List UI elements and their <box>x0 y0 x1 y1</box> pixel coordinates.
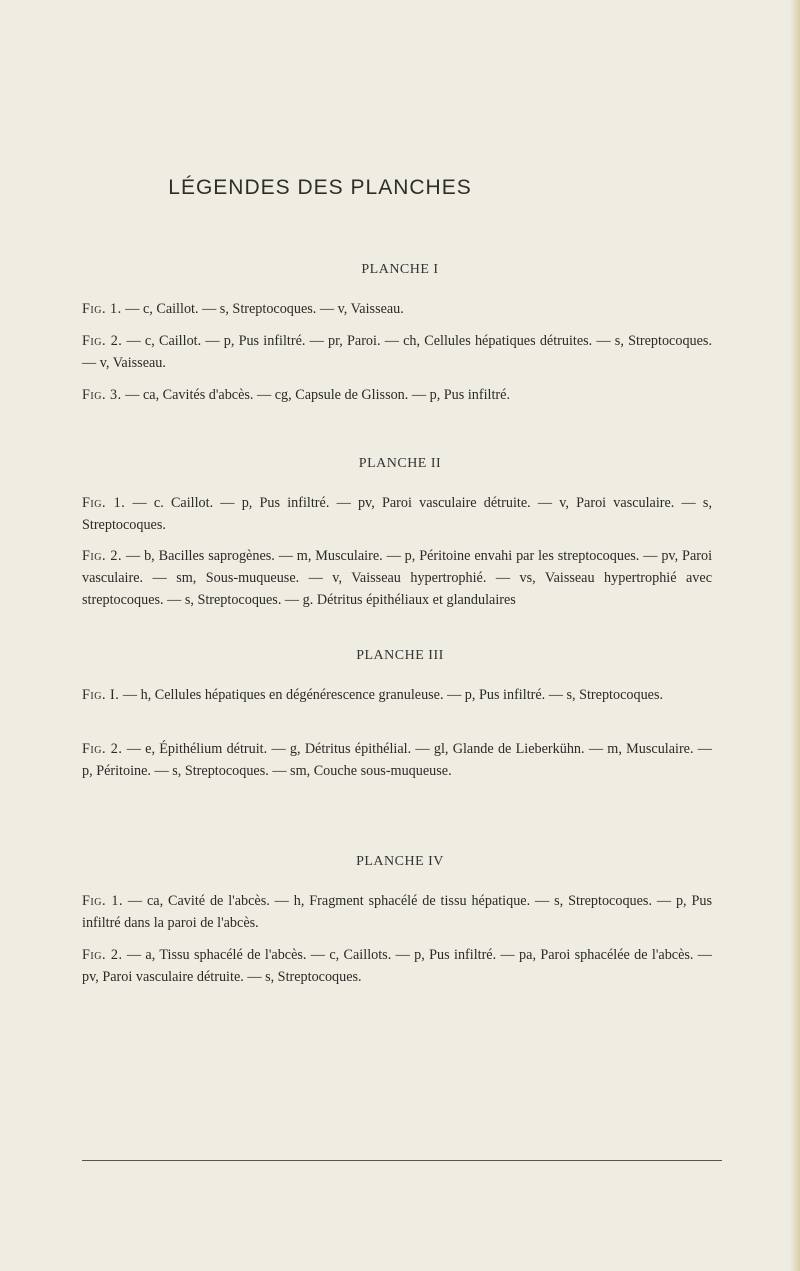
figure-caption: — b, Bacilles saprogènes. — m, Musculaire. — p, Péritoine envahi par les streptocoques. — pv, Paroi vasculaire. — sm, Sous-muqueuse. — v, Vaisseau hypertrophié. — vs, Vaisseau hypertrophié avec streptocoques. — s, Streptocoques. — g. Détritus épithéliaux et glandulaires <box>82 548 713 608</box>
figure-caption: — c. Caillot. — p, Pus infiltré. — pv, Paroi vasculaire détruite. — v, Paroi vasculaire. — s, Streptocoques. <box>82 495 712 533</box>
figure-caption: — a, Tissu sphacélé de l'abcès. — c, Caillots. — p, Pus infiltré. — pa, Paroi sphacélée de l'abcès. — pv, Paroi vasculaire détruite. — s, Streptocoques. <box>82 947 712 985</box>
figure-label: Fig. 2. <box>82 333 123 349</box>
planche-3-fig-1 <box>82 684 712 706</box>
planche-4-heading: PLANCHE IV <box>356 854 444 869</box>
planche-3-heading: PLANCHE III <box>356 648 444 663</box>
figure-label: Fig. 2. <box>82 947 123 963</box>
figure-label: Fig. 3. <box>82 387 122 403</box>
figure-caption: — e, Épithélium détruit. — g, Détritus épithélial. — gl, Glande de Lieberkühn. — m, Musculaire. — p, Péritoine. — s, Streptocoques. — sm, Couche sous-muqueuse. <box>82 741 712 779</box>
page-title: LÉGENDES DES PLANCHES <box>168 176 472 199</box>
planche-2-fig-1 <box>82 492 712 536</box>
figure-label: Fig. 1. <box>82 495 126 511</box>
figure-caption: — c, Caillot. — s, Streptocoques. — v, Vaisseau. <box>125 301 404 317</box>
planche-1-heading: PLANCHE I <box>361 262 439 277</box>
planche-3-fig-2 <box>82 738 712 782</box>
figure-label: Fig. 2. <box>82 741 123 757</box>
figure-label: Fig. 1. <box>82 893 124 909</box>
planche-1-fig-3 <box>82 384 712 406</box>
figure-label: Fig. 2. <box>82 548 123 564</box>
bottom-rule <box>82 1160 722 1161</box>
planche-1-fig-2 <box>82 330 712 374</box>
figure-label: Fig. I. <box>82 687 120 703</box>
planche-4-fig-2 <box>82 944 712 988</box>
figure-caption: — ca, Cavités d'abcès. — cg, Capsule de Glisson. — p, Pus infiltré. <box>125 387 511 403</box>
planche-1-fig-1 <box>82 298 712 320</box>
planche-2-fig-2 <box>82 545 712 611</box>
planche-4-fig-1 <box>82 890 712 934</box>
page-edge-shading <box>790 0 800 1271</box>
figure-label: Fig. 1. <box>82 301 122 317</box>
figure-caption: — ca, Cavité de l'abcès. — h, Fragment sphacélé de tissu hépatique. — s, Streptocoques. — p, Pus infiltré dans la paroi de l'abcès. <box>82 893 713 931</box>
figure-caption: — h, Cellules hépatiques en dégénérescence granuleuse. — p, Pus infiltré. — s, Streptocoques. <box>122 687 664 703</box>
figure-caption: — c, Caillot. — p, Pus infiltré. — pr, Paroi. — ch, Cellules hépatiques détruites. — s, Streptocoques. — v, Vaisseau. <box>82 333 712 371</box>
planche-2-heading: PLANCHE II <box>358 456 442 471</box>
